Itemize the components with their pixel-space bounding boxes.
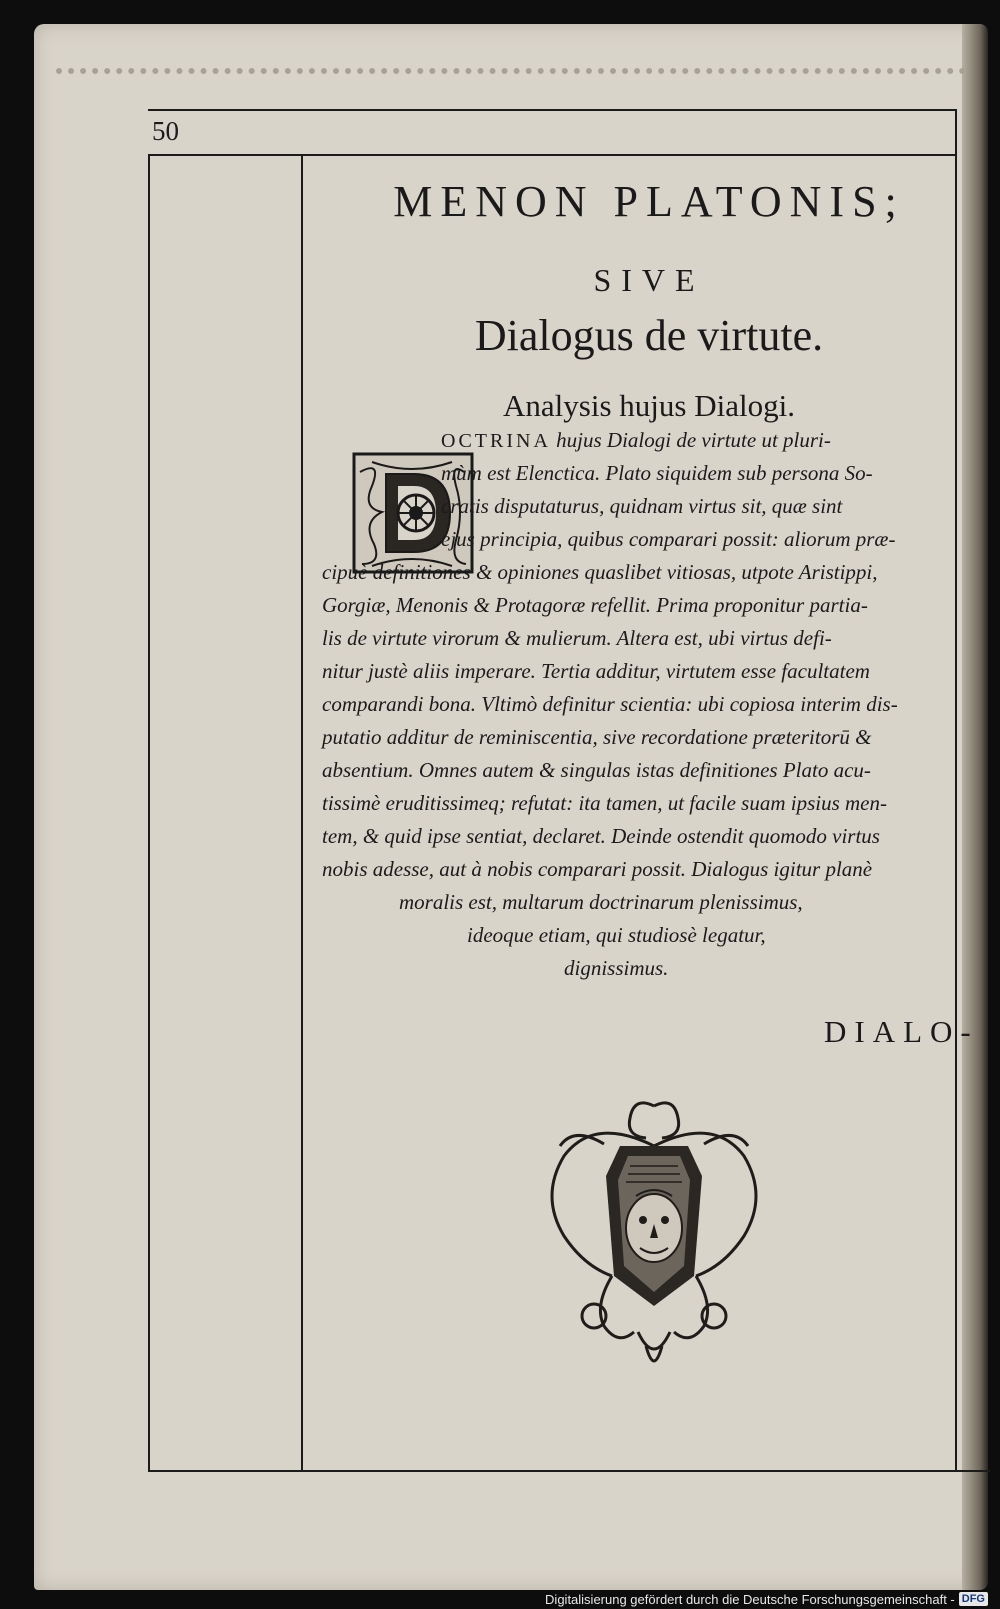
dfg-logo-icon: DFG (959, 1592, 988, 1606)
body-line: absentium. Omnes autem & singulas istas definitiones Plato acu- (322, 758, 871, 782)
body-line: nobis adesse, aut à nobis comparari possit. Dialogus igitur planè (322, 857, 873, 881)
bottom-rule (148, 1470, 990, 1472)
body-line: mùm est Elenctica. Plato siquidem sub persona So- (441, 461, 873, 485)
body-line: cratis disputaturus, quidnam virtus sit, quæ sint (441, 494, 843, 518)
body-line (441, 428, 831, 453)
body-line: ejus principia, quibus comparari possit: aliorum præ- (441, 527, 896, 551)
body-first-word: OCTRINA (441, 430, 551, 452)
body-line: ideoque etiam, qui studiosè legatur, (467, 923, 766, 947)
body-line: dignissimus. (564, 956, 669, 980)
analysis-heading: Analysis hujus Dialogi. (503, 388, 795, 423)
dotted-strip (56, 68, 966, 74)
page-subtitle: Dialogus de virtute. (474, 311, 824, 360)
left-margin-rule-inner (301, 154, 303, 1470)
page-number: 50 (152, 116, 179, 146)
body-line: comparandi bona. Vltimò definitur scientia: ubi copiosa interim dis- (322, 692, 898, 716)
body-line: nitur justè aliis imperare. Tertia additur, virtutem esse facultatem (322, 659, 870, 683)
credit-text: Digitalisierung gefördert durch die Deutsche Forschungsgemeinschaft - (545, 1591, 955, 1607)
top-rule (148, 109, 955, 111)
title-connector: SIVE (593, 262, 705, 298)
body-line: tissimè eruditissimeq; refutat: ita tamen, ut facile suam ipsius men- (322, 791, 888, 815)
body-line: cipuè definitiones & opiniones quaslibet vitiosas, utpote Aristippi, (322, 560, 878, 584)
header-rule (148, 154, 955, 156)
body-line: putatio additur de reminiscentia, sive recordatione præteritorū & (322, 725, 872, 749)
body-line-text: hujus Dialogi de virtute ut pluri- (556, 428, 831, 452)
digitization-credit (545, 1590, 988, 1608)
body-line: tem, & quid ipse sentiat, declaret. Deinde ostendit quomodo virtus (322, 824, 880, 848)
body-line: Gorgiæ, Menonis & Protagoræ refellit. Prima proponitur partia- (322, 593, 868, 617)
body-line: lis de virtute virorum & mulierum. Altera est, ubi virtus defi- (322, 626, 832, 650)
left-margin-rule-outer (148, 154, 150, 1470)
body-line: moralis est, multarum doctrinarum plenissimus, (399, 890, 803, 914)
page-title: MENON PLATONIS; (393, 177, 905, 226)
book-page (34, 24, 982, 1590)
page-edge-shadow (962, 24, 988, 1590)
catchword: DIALO- (824, 1014, 979, 1049)
mask-ornament-icon (534, 1096, 774, 1376)
